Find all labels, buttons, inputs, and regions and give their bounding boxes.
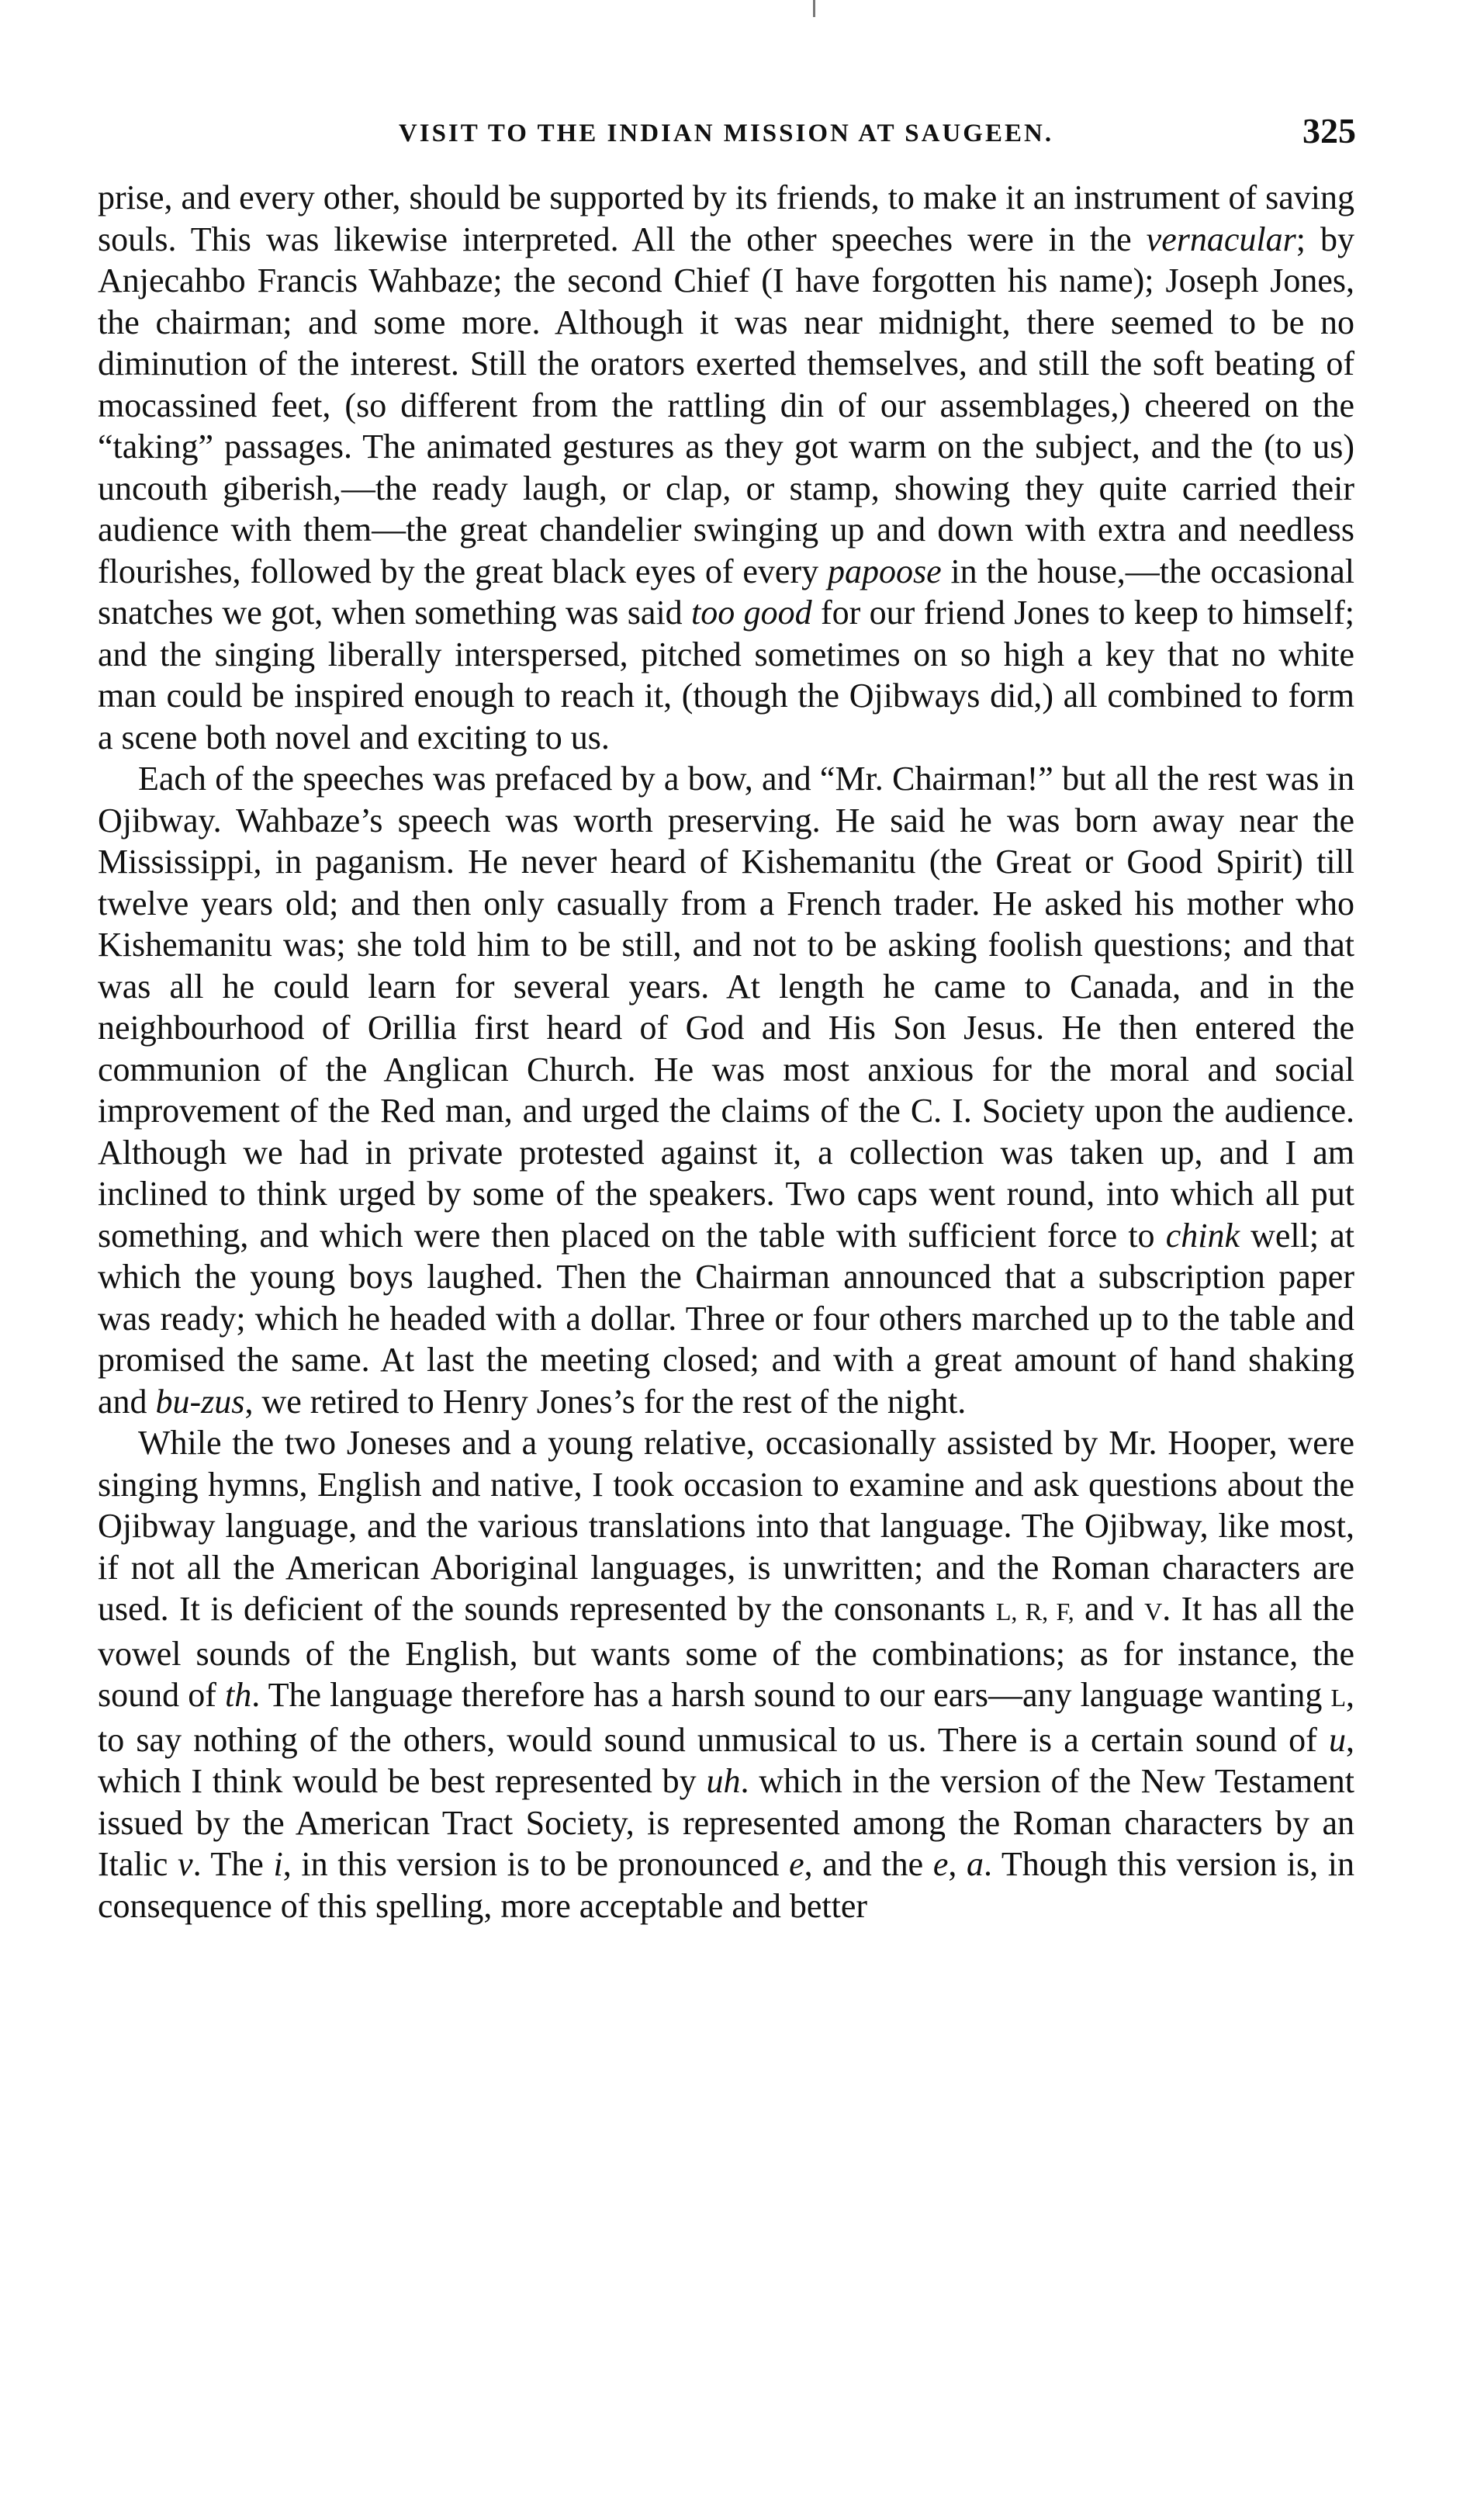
paragraph-2: Each of the speeches was prefaced by a bow, and “Mr. Chairman!” but all the rest was in Ojibway. Wahbaze’s speech was worth preserving. He said he was born away near the Mississippi, in paganism. He never heard of Kishemanitu (the Great or Good Spirit) till twelve years old; and then only casually from a French trader. He asked his mother who Kishemanitu was; she told him to be still, and not to be asking foolish questions; and that was all he could learn for several years. At length he came to Canada, and in the neighbourhood of Orillia first heard of God and His Son Jesus. He then entered the communion of the Anglican Church. He was most anxious for the moral and social improvement of the Red man, and urged the claims of the C. I. Society upon the audience. Although we had in private protested against it, a collection was taken up, and I am inclined to think urged by some of the speakers. Two caps went round, into which all put something, and which were then placed on the table with sufficient force to chink well; at which the young boys laughed. Then the Chairman announced that a subscription paper was ready; which he headed with a dollar. Three or four others marched up to the table and promised the same. At last the meeting closed; and with a great amount of hand shaking and bu-zus, we retired to Henry Jones’s for the rest of the night.	[98, 760, 1354, 1421]
body-text	[98, 177, 1354, 1927]
page-header	[98, 111, 1356, 171]
book-page	[98, 111, 1356, 1925]
paragraph-3: While the two Joneses and a young relative, occasionally assisted by Mr. Hooper, were singing hymns, English and native, I took occasion to examine and ask questions about the Ojibway language, and the various translations into that language. The Ojibway, like most, if not all the American Aboriginal languages, is unwritten; and the Roman characters are used. It is deficient of the sounds represented by the consonants L, R, F, and V. It has all the vowel sounds of the English, but wants some of the combinations; as for instance, the sound of th. The language therefore has a harsh sound to our ears—any language wanting L, to say nothing of the others, would sound unmusical to us. There is a certain sound of u, which I think would be best represented by uh. which in the version of the New Testament issued by the American Tract Society, is represented among the Roman characters by an Italic v. The i, in this version is to be pronounced e, and the e, a. Though this version is, in consequence of this spelling, more acceptable and better	[98, 1424, 1355, 1925]
paragraph-1: prise, and every other, should be supported by its friends, to make it an instrument of saving souls. This was likewise interpreted. All the other speeches were in the vernacular; by Anjecahbo Francis Wahbaze; the second Chief (I have forgotten his name); Joseph Jones, the chairman; and some more. Although it was near midnight, there seemed to be no diminution of the interest. Still the orators exerted themselves, and still the soft beating of mocassined feet, (so different from the rattling din of our assemblages,) cheered on the “taking” passages. The animated gestures as they got warm on the subject, and the (to us) uncouth giberish,—the ready laugh, or clap, or stamp, showing they quite carried their audience with them—the great chandelier swinging up and down with extra and needless flourishes, followed by the great black eyes of every papoose in the house,—the occasional snatches we got, when something was said too good for our friend Jones to keep to himself; and the singing liberally interspersed, pitched sometimes on so high a key that no white man could be inspired enough to reach it, (though the Ojibways did,) all combined to form a scene both novel and exciting to us.	[98, 178, 1355, 756]
running-head: VISIT TO THE INDIAN MISSION AT SAUGEEN.	[398, 119, 1054, 147]
page-number: 325	[1302, 111, 1356, 151]
print-speck	[813, 0, 815, 17]
